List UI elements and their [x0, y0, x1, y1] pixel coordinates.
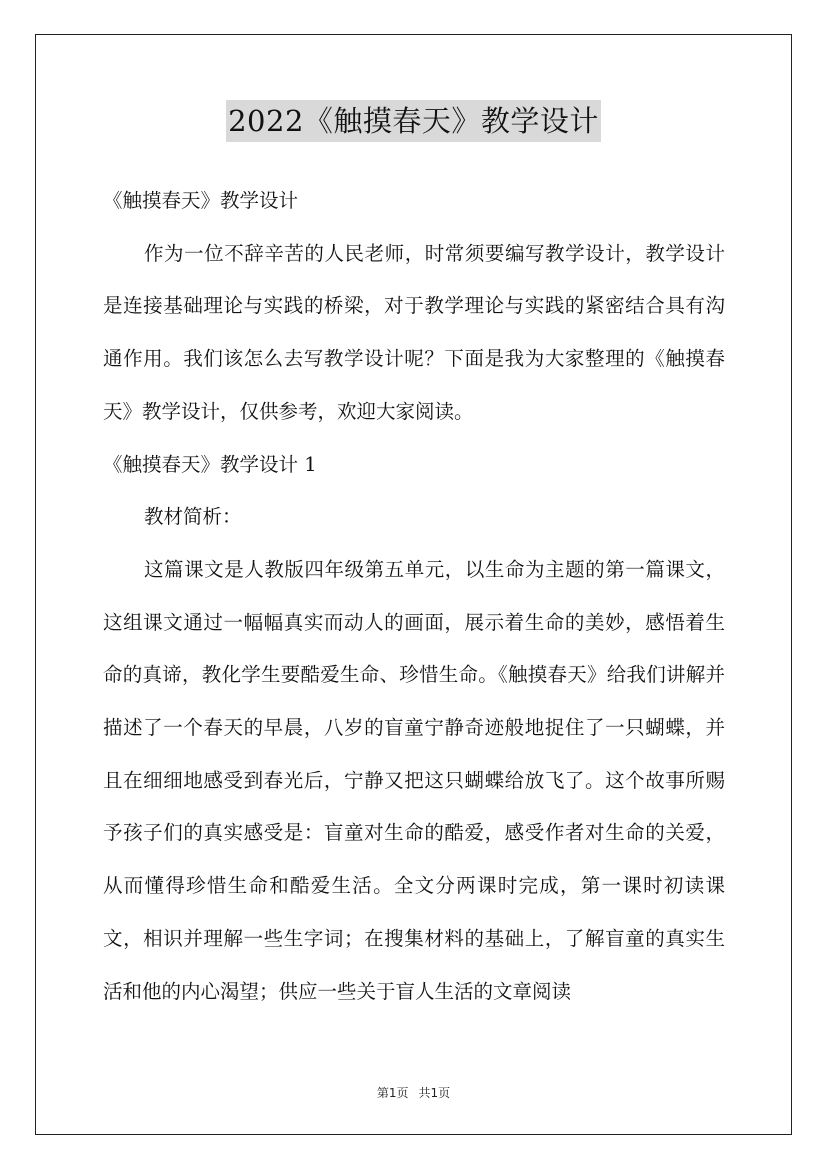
section-heading: 《触摸春天》教学设计 1 — [103, 452, 317, 476]
page-total: 共1页 — [418, 1086, 451, 1100]
document-body — [103, 175, 725, 1018]
material-analysis-paragraph: 这篇课文是人教版四年级第五单元，以生命为主题的第一篇课文，这组课文通过一幅幅真实而动人的画面，展示着生命的美妙，感悟着生命的真谛，教化学生要酷爱生命、珍惜生命。《触摸春天》给我们讲解并描述了一个春天的早晨，八岁的盲童宁静奇迹般地捉住了一只蝴蝶，并且在细细地感受到春光后，宁静又把这只蝴蝶给放飞了。这个故事所赐予孩子们的真实感受是：盲童对生命的酷爱，感受作者对生命的关爱，从而懂得珍惜生命和酷爱生活。全文分两课时完成，第一课时初读课文，相识并理解一些生字词；在搜集材料的基础上，了解盲童的真实生活和他的内心渴望；供应一些关于盲人生活的文章阅读 — [103, 557, 725, 1003]
intro-paragraph: 作为一位不辞辛苦的人民老师，时常须要编写教学设计，教学设计是连接基础理论与实践的桥梁，对于教学理论与实践的紧密结合具有沟通作用。我们该怎么去写教学设计呢？下面是我为大家整理的《触摸春天》教学设计，仅供参考，欢迎大家阅读。 — [103, 241, 725, 423]
document-title — [0, 100, 827, 142]
page-number: 第1页 — [376, 1086, 409, 1100]
page-footer — [0, 1084, 827, 1101]
material-analysis-heading: 教材简析： — [144, 505, 242, 529]
document-title-text: 2022《触摸春天》教学设计 — [226, 100, 601, 142]
subtitle-heading: 《触摸春天》教学设计 — [103, 189, 299, 212]
